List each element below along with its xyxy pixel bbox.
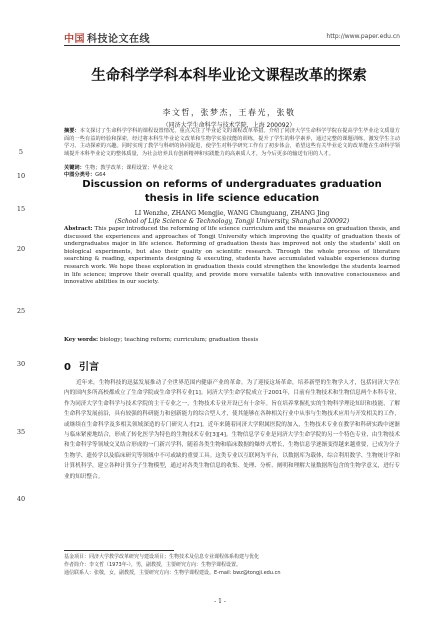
english-authors: LI Wenzhe, ZHANG Mengjie, WANG Chunguang, ZHANG Jing	[134, 210, 330, 217]
english-title: Discussion on reforms of undergraduates graduation thesis in life science education	[82, 179, 382, 204]
line-number: 40	[16, 495, 26, 503]
line-number: 20	[16, 245, 26, 253]
footnote-author: 作者简介：李文哲（1973年-），男，副教授，主要研究方向：生物学课程设置。	[64, 562, 242, 568]
section-number: 0	[64, 362, 71, 373]
chinese-keywords-label: 关键词：	[64, 165, 85, 171]
english-keywords	[64, 337, 400, 343]
page-header	[0, 0, 440, 44]
line-number: 15	[16, 205, 26, 213]
english-abstract-label: Abstract:	[64, 226, 93, 232]
chinese-clc-value: G64	[95, 172, 106, 178]
site-logo[interactable]	[64, 30, 164, 44]
footnote-fund: 基金项目：同济大学教学改革研究与建设项目；生物技术及信息专业课程体系构建与优化	[64, 554, 260, 560]
body-paragraph: 近年来，生物科技的迅猛发展推动了全世界范围内健康产业的革命。为了迎接这场革命，培养新型的生物学人才，包括同济大学在内的国内多所高校都成立了生命学院或生命学科专业[1]。同济大学生命学院成立于2001年，目前有生物技术和生物信息两个本科专业，作为同济大学生命科学与技术学院的主干专业之一，生物技术专业开设已有十余年。旨在培养掌握扎实的生物科学理论知识和技能，了解生命科学发展前沿，具有较强的科研能力和创新能力的综合型人才，使其能够在各种相关行业中从事与生物技术应用与开发相关的工作，或继续在生命科学及多相关领域深造的专门研究人才[2]。近年来随着同济大学附属医院的加入，生物技术专业在教学和科研实践中逐渐与临床紧密地结合，形成了转化医学为特色的生物技术专业[3][4]。生物信息学专业是同济大学生命学院的另一个特色专业，由生物技术和生命科学等领域交叉结合形成的一门新兴学科，随着各类生物和临床数据的爆炸式增长，生物信息学逐渐变得越来越重要，已成为分子生物学、遗传学以及临床研究等领域中不可或缺的重要工具。这类专业以互联网为平台，以数据库为载体，综合利用数学、生物统计学和计算机科学，建立各种计算分子生物模型，通过对各类生物信息的收集、处理、分析、阐明和理解大量数据所包含的生物学意义，进行专业的知识整合。	[64, 380, 400, 480]
logo-text-part2: 科技论文在线	[87, 33, 150, 45]
chinese-affiliation: （同济大学生命科学与技术学院，上海 200092）	[162, 122, 296, 129]
english-affiliation: (School of Life Science & Technology, Tongji University, Shanghai 200092)	[114, 218, 350, 225]
logo-text-part1: 中国	[64, 33, 85, 45]
line-number: 10	[16, 172, 26, 180]
chinese-authors: 李文哲，张梦杰，王春光，张敬	[162, 108, 296, 117]
chinese-abstract-text: 本文探讨了生命科学学科的课程设置情况，重点关注了毕业论文的课程改革举措。介绍了同济大学生命科学学院在提高学生毕业论文质量方面的一些有益的经验和探索，经过将本科生毕业论文改革和生物学实验技能的训练，提升了学生的科学素养，通过完整的课题训练，激发学生主动学习、主动探索的兴趣。同时实现了教学与科研的协同促进，使学生对科学研究工作有了初步体会，希望这些有关毕业论文的改革能在生命科学领域提升本科毕业论文的整体质量，为社会培养具有创新精神和实践能力的高素质人才，为今后更多的输送有用的人才。	[64, 128, 400, 157]
line-number: 5	[18, 148, 24, 156]
english-abstract	[64, 226, 400, 287]
chinese-abstract-label: 摘要：	[64, 128, 80, 134]
site-url[interactable]: http://www.paper.edu.cn	[326, 33, 400, 40]
line-number: 35	[16, 428, 26, 436]
chinese-abstract	[64, 128, 400, 158]
section-title: 引言	[78, 362, 99, 373]
footnote-contact: 通信联系人：张敬，女，副教授，主要研究方向：生物学课程建设。E-mail: bwz@tongji.edu.cn	[64, 570, 281, 576]
page-number: - 1 -	[214, 598, 226, 605]
chinese-title: 生命科学学科本科毕业论文课程改革的探索	[91, 68, 367, 84]
english-abstract-text: This paper introduced the reforming of life science curriculum and the measures on graduation thesis, and discussed the experiences and approaches of Tongji University which improving the quality of graduation thesis of undergraduates major in life science. Reforming of graduation thesis has improved not only the students' skill on biological experiments, but also their quality on scientific research. Through the whole process of literature searching & reading, experiments designing & executing, students have accumulated valuable experiences during research work. We hope these exploration in graduation thesis could strengthen the knowledge the students learned in life science; improve their overall quality, and provide more versatile talents with innovative consciousness and innovative abilities in our society.	[64, 226, 401, 286]
section-heading	[64, 358, 99, 373]
line-number: 30	[16, 360, 26, 368]
chinese-clc-label: 中图分类号：	[64, 172, 96, 178]
footnote-rule	[64, 550, 174, 551]
line-number: 25	[16, 307, 26, 315]
english-keywords-label: Key words:	[64, 337, 99, 343]
chinese-keywords-text: 生物；教学改革；课程设置；毕业论文	[84, 165, 173, 171]
header-rule	[64, 45, 400, 46]
english-keywords-text: biology; teaching reform; curriculum; graduation thesis	[99, 337, 259, 343]
